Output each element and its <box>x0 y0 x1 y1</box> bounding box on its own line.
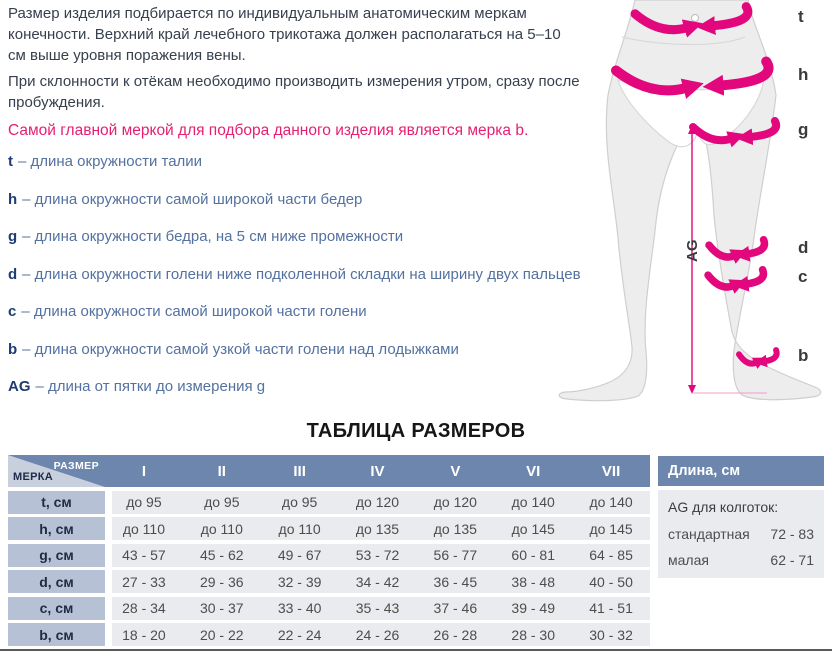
size-cell: до 120 <box>339 491 417 514</box>
size-cell: 40 - 50 <box>572 570 650 593</box>
length-row-label: стандартная <box>668 526 750 542</box>
size-cell: до 145 <box>494 517 572 540</box>
size-column-header: V <box>416 455 494 487</box>
measurement-key: b <box>8 340 18 358</box>
length-panel <box>658 456 824 578</box>
size-cell: 38 - 48 <box>494 570 572 593</box>
measurement-list <box>8 153 638 416</box>
diagram-label-c: c <box>798 267 808 286</box>
size-row-label: c, см <box>8 597 105 620</box>
size-cell: до 145 <box>572 517 650 540</box>
size-cell: до 135 <box>339 517 417 540</box>
size-column-header: IV <box>339 455 417 487</box>
measurement-item <box>8 341 638 358</box>
diagram-label-t: t <box>798 7 804 26</box>
size-cell: 36 - 45 <box>416 570 494 593</box>
size-cell: до 120 <box>416 491 494 514</box>
size-cell: 39 - 49 <box>494 597 572 620</box>
size-column-header: II <box>183 455 261 487</box>
size-row-label: g, см <box>8 544 105 567</box>
length-panel-header: Длина, см <box>658 456 824 486</box>
size-cell: 60 - 81 <box>494 544 572 567</box>
size-cell: 29 - 36 <box>183 570 261 593</box>
size-row-label: h, см <box>8 517 105 540</box>
diagram-label-h: h <box>798 65 809 84</box>
size-cell: 28 - 30 <box>494 623 572 646</box>
intro-paragraph-2: При склонности к отёкам необходимо производить измерения утром, сразу после пробуждения. <box>8 73 580 111</box>
size-cell: до 95 <box>261 491 339 514</box>
size-cell: 20 - 22 <box>183 623 261 646</box>
size-cell: до 140 <box>494 491 572 514</box>
size-cell: 56 - 77 <box>416 544 494 567</box>
length-row <box>668 526 814 542</box>
size-cell: 41 - 51 <box>572 597 650 620</box>
size-cell: 30 - 37 <box>183 597 261 620</box>
size-cell: до 110 <box>105 517 183 540</box>
measurement-desc: – длина от пятки до измерения g <box>35 378 266 395</box>
length-panel-body <box>658 490 824 578</box>
diagram-label-g: g <box>798 120 809 139</box>
size-column-header: I <box>105 455 183 487</box>
size-cell: 33 - 40 <box>261 597 339 620</box>
size-row-label: d, см <box>8 570 105 593</box>
size-column-header: III <box>261 455 339 487</box>
size-cell: до 135 <box>416 517 494 540</box>
diagram-label-ag: AG <box>684 239 701 262</box>
size-cell: до 95 <box>183 491 261 514</box>
measurement-key: g <box>8 228 18 245</box>
measurement-item <box>8 303 638 320</box>
measurement-item <box>8 191 638 208</box>
waist-front-dot <box>692 15 699 22</box>
measurement-item <box>8 266 638 283</box>
length-row-value: 72 - 83 <box>770 526 814 542</box>
measurement-desc: – длина окружности бедра, на 5 см ниже промежности <box>22 228 404 245</box>
diagram-label-b: b <box>798 346 809 365</box>
intro-paragraph-1: Размер изделия подбирается по индивидуальным анатомическим меркам конечности. Верхний край лечебного трикотажа должен располагаться на 5–10 см выше уровня поражения вены. <box>8 5 561 64</box>
measurement-key: d <box>8 265 18 283</box>
size-cell: 27 - 33 <box>105 570 183 593</box>
measurement-item <box>8 378 638 395</box>
size-cell: 37 - 46 <box>416 597 494 620</box>
size-table-corner <box>8 455 105 487</box>
length-row <box>668 552 814 568</box>
intro-highlight: Самой главной меркой для подбора данного изделия является мерка b. <box>8 122 529 139</box>
measurement-key: c <box>8 303 17 320</box>
size-cell: до 140 <box>572 491 650 514</box>
corner-size-label: РАЗМЕР <box>53 460 99 472</box>
arrow-b-back <box>765 350 777 361</box>
length-row-value: 62 - 71 <box>770 552 814 568</box>
size-cell: 22 - 24 <box>261 623 339 646</box>
size-cell: 43 - 57 <box>105 544 183 567</box>
size-cell: 49 - 67 <box>261 544 339 567</box>
size-cell: до 110 <box>183 517 261 540</box>
length-row-label: малая <box>668 552 709 568</box>
legs-diagram <box>555 0 832 415</box>
size-cell: 32 - 39 <box>261 570 339 593</box>
measurement-desc: – длина окружности самой широкой части бедер <box>22 190 363 208</box>
size-cell: до 95 <box>105 491 183 514</box>
measurement-item <box>8 228 638 245</box>
intro-section <box>8 3 580 141</box>
size-cell: 35 - 43 <box>339 597 417 620</box>
size-cell: 34 - 42 <box>339 570 417 593</box>
measurement-key: AG <box>8 378 31 395</box>
measurement-key: h <box>8 190 18 208</box>
measurement-desc: – длина окружности самой широкой части голени <box>21 303 367 320</box>
size-cell: 24 - 26 <box>339 623 417 646</box>
measurement-desc: – длина окружности талии <box>18 153 203 170</box>
size-cell: 53 - 72 <box>339 544 417 567</box>
size-row-label: t, см <box>8 491 105 514</box>
diagram-label-d: d <box>798 238 809 257</box>
length-panel-rows <box>668 526 814 568</box>
size-column-header: VII <box>572 455 650 487</box>
size-table <box>8 455 650 646</box>
size-cell: 28 - 34 <box>105 597 183 620</box>
size-cell: 18 - 20 <box>105 623 183 646</box>
length-panel-subtitle: AG для колготок: <box>668 499 779 515</box>
size-row-label: b, см <box>8 623 105 646</box>
size-cell: 26 - 28 <box>416 623 494 646</box>
size-cell: 45 - 62 <box>183 544 261 567</box>
measurement-desc: – длина окружности голени ниже подколенной складки на ширину двух пальцев <box>22 265 581 283</box>
bottom-divider <box>0 649 832 651</box>
measurement-item <box>8 153 638 170</box>
corner-merka-label: МЕРКА <box>13 471 53 483</box>
size-column-header: VI <box>494 455 572 487</box>
body-silhouette-shape <box>559 0 820 401</box>
size-table-title: ТАБЛИЦА РАЗМЕРОВ <box>306 420 526 442</box>
size-cell: 30 - 32 <box>572 623 650 646</box>
size-cell: до 110 <box>261 517 339 540</box>
measurement-desc: – длина окружности самой узкой части голени над лодыжками <box>22 340 459 358</box>
measurement-key: t <box>8 153 13 170</box>
size-cell: 64 - 85 <box>572 544 650 567</box>
